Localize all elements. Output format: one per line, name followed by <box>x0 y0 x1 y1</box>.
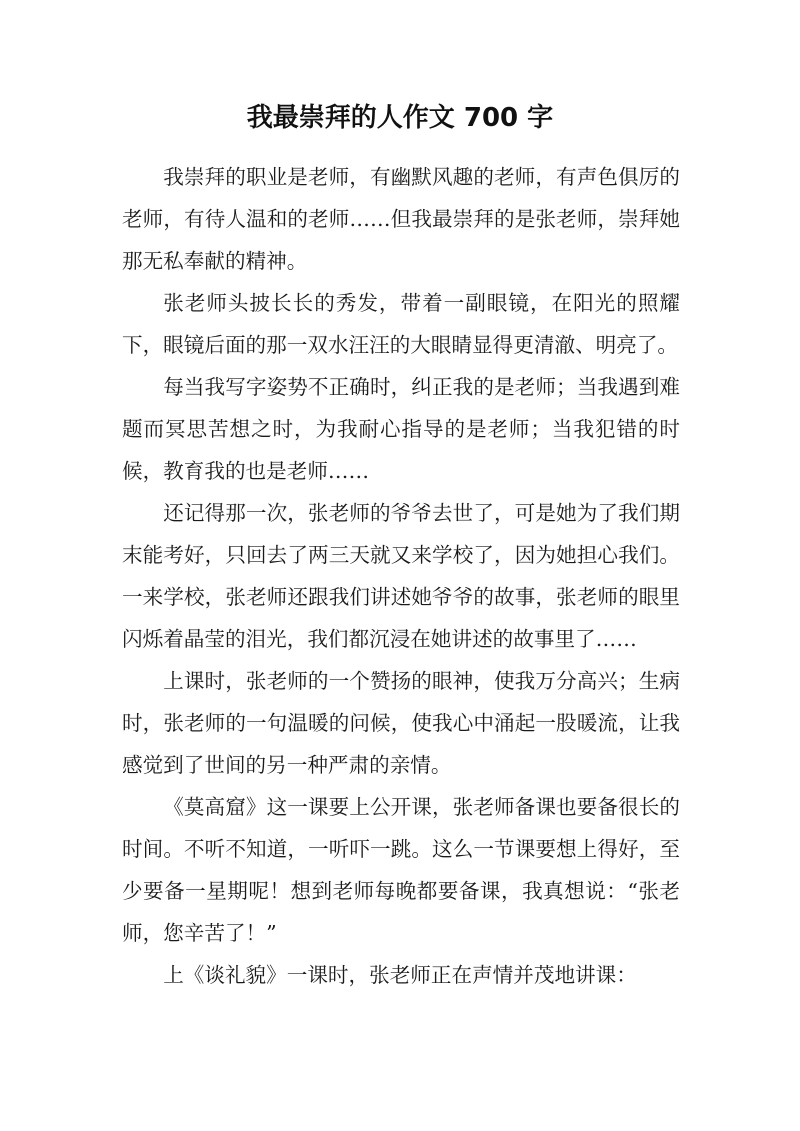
paragraph: 张老师头披长长的秀发，带着一副眼镜，在阳光的照耀下，眼镜后面的那一双水汪汪的大眼睛显得更清澈、明亮了。 <box>122 291 680 357</box>
paragraph: 每当我写字姿势不正确时，纠正我的是老师；当我遇到难题而冥思苦想之时，为我耐心指导的是老师；当我犯错的时候，教育我的也是老师…… <box>122 375 680 483</box>
paragraph: 上《谈礼貌》一课时，张老师正在声情并茂地讲课： <box>163 963 637 987</box>
document-title: 我最崇拜的人作文 700 字 <box>246 103 554 133</box>
paragraph: 我崇拜的职业是老师，有幽默风趣的老师，有声色俱厉的老师，有待人温和的老师……但我最崇拜的是张老师，崇拜她那无私奉献的精神。 <box>122 165 680 273</box>
paragraph: 上课时，张老师的一个赞扬的眼神，使我万分高兴；生病时，张老师的一句温暖的问候，使我心中涌起一股暖流，让我感觉到了世间的另一种严肃的亲情。 <box>122 669 680 777</box>
document-body <box>122 156 680 996</box>
paragraph: 还记得那一次，张老师的爷爷去世了，可是她为了我们期末能考好，只回去了两三天就又来学校了，因为她担心我们。一来学校，张老师还跟我们讲述她爷爷的故事，张老师的眼里闪烁着晶莹的泪光，我们都沉浸在她讲述的故事里了…… <box>122 501 680 651</box>
paragraph: 《莫高窟》这一课要上公开课，张老师备课也要备很长的时间。不听不知道，一听吓一跳。这么一节课要想上得好，至少要备一星期呢！想到老师每晚都要备课，我真想说：“张老师，您辛苦了！” <box>122 795 680 945</box>
